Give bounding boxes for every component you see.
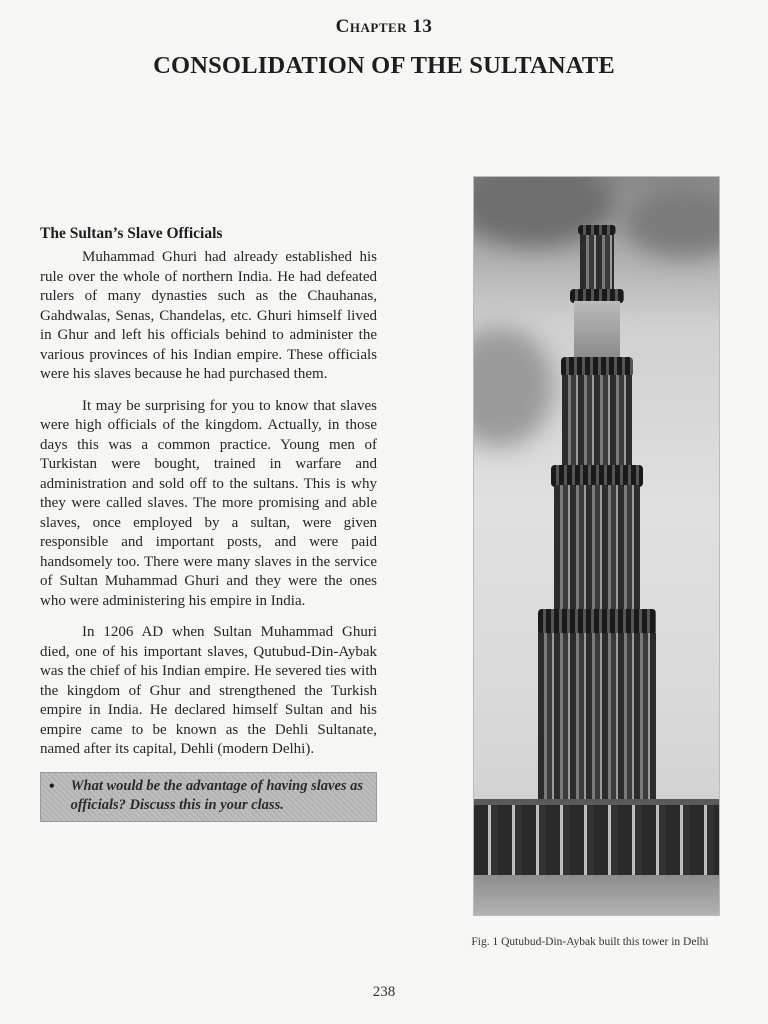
page-number: 238 bbox=[372, 984, 396, 1000]
section-heading: The Sultan’s Slave Officials bbox=[40, 225, 223, 242]
paragraph-3: In 1206 AD when Sultan Muhammad Ghuri died, one of his important slaves, Qutubud-Din-Aybak was the chief of his Indian empire. He severed ties with the kingdom of Ghur and strengthened the Turkish empire in India. He declared himself Sultan and his empire came to be known as the Dehli Sultanate, named after its capital, Dehli (modern Delhi). bbox=[40, 624, 377, 757]
paragraph-2: It may be surprising for you to know that slaves were high officials of the kingdom. Actually, in those days this was a common practice. Young men of Turkistan were bought, trained in warfare and administration and sold off to the sultans. This is why they were called slaves. The more promising and able slaves, once employed by a sultan, were given responsible and important posts, and were paid handsomely too. There were many slaves in the service of Sultan Muhammad Ghuri and they were the ones who were administering his empire in India. bbox=[40, 397, 377, 609]
text-column bbox=[40, 224, 377, 822]
figure-caption: Fig. 1 Qutubud-Din-Aybak built this tower in Delhi bbox=[471, 936, 709, 948]
activity-question: What would be the advantage of having slaves as officials? Discuss this in your class. bbox=[70, 777, 364, 813]
activity-box bbox=[40, 772, 377, 822]
qutub-minar-photo bbox=[473, 176, 720, 916]
chapter-title: CONSOLIDATION OF THE SULTANATE bbox=[153, 52, 615, 79]
bullet-icon: • bbox=[49, 777, 55, 795]
chapter-label: Chapter 13 bbox=[335, 16, 433, 37]
paragraph-1: Muhammad Ghuri had already established his rule over the whole of northern India. He had defeated rulers of many dynasties such as the Chauhanas, Gahdwalas, Senas, Chandelas, etc. Ghuri himself lived in Ghur and left his officials behind to administer the various provinces of his Indian empire. These officials were his slaves because he had purchased them. bbox=[40, 249, 377, 382]
